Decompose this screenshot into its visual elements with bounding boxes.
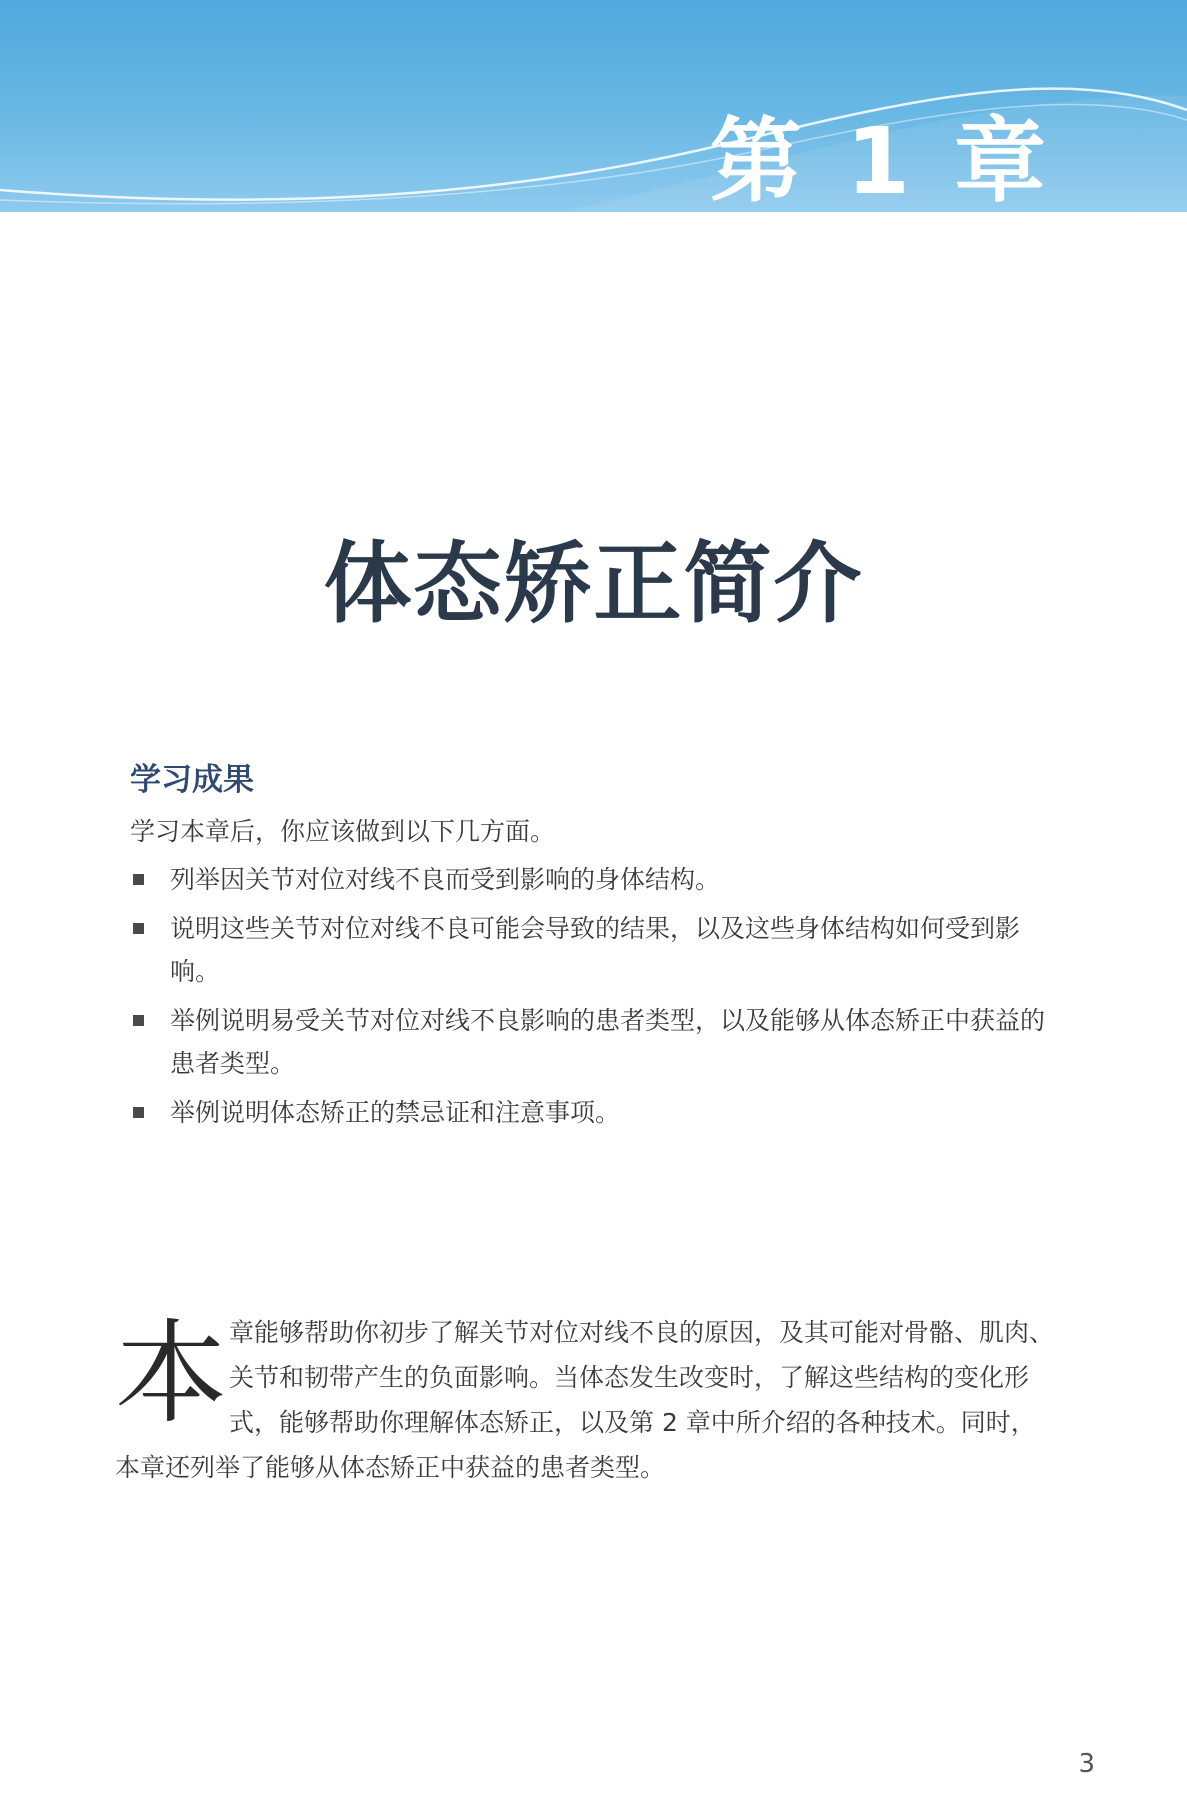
drop-cap: 本 bbox=[115, 1309, 227, 1439]
learning-outcomes-list bbox=[130, 858, 1050, 1134]
chapter-header-band bbox=[0, 0, 1187, 212]
page-number: 3 bbox=[1078, 1749, 1095, 1779]
square-bullet-icon bbox=[133, 874, 144, 885]
learning-outcomes-heading: 学习成果 bbox=[130, 762, 254, 798]
learning-outcomes-section bbox=[130, 758, 1050, 1140]
list-item-text: 举例说明易受关节对位对线不良影响的患者类型，以及能够从体态矫正中获益的患者类型。 bbox=[170, 1006, 1046, 1078]
chapter-number-label: 第 1 章 bbox=[709, 108, 1052, 212]
list-item-text: 举例说明体态矫正的禁忌证和注意事项。 bbox=[170, 1098, 621, 1127]
chapter-intro-paragraph bbox=[115, 1310, 1055, 1490]
learning-outcomes-intro: 学习本章后，你应该做到以下几方面。 bbox=[130, 817, 556, 846]
list-item bbox=[130, 858, 1050, 901]
intro-paragraph-text: 章能够帮助你初步了解关节对位对线不良的原因，及其可能对骨骼、肌肉、关节和韧带产生的负面影响。当体态发生改变时，了解这些结构的变化形式，能够帮助你理解体态矫正，以及第 2 章中所介绍的各种技术。同时，本章还列举了能够从体态矫正中获益的患者类型。 bbox=[115, 1318, 1055, 1482]
list-item bbox=[130, 1091, 1050, 1134]
square-bullet-icon bbox=[133, 1015, 144, 1026]
list-item-text: 列举因关节对位对线不良而受到影响的身体结构。 bbox=[170, 865, 721, 894]
list-item-text: 说明这些关节对位对线不良可能会导致的结果，以及这些身体结构如何受到影响。 bbox=[170, 914, 1021, 986]
square-bullet-icon bbox=[133, 923, 144, 934]
square-bullet-icon bbox=[133, 1107, 144, 1118]
chapter-title: 体态矫正简介 bbox=[323, 531, 864, 635]
list-item bbox=[130, 999, 1050, 1085]
list-item bbox=[130, 907, 1050, 993]
